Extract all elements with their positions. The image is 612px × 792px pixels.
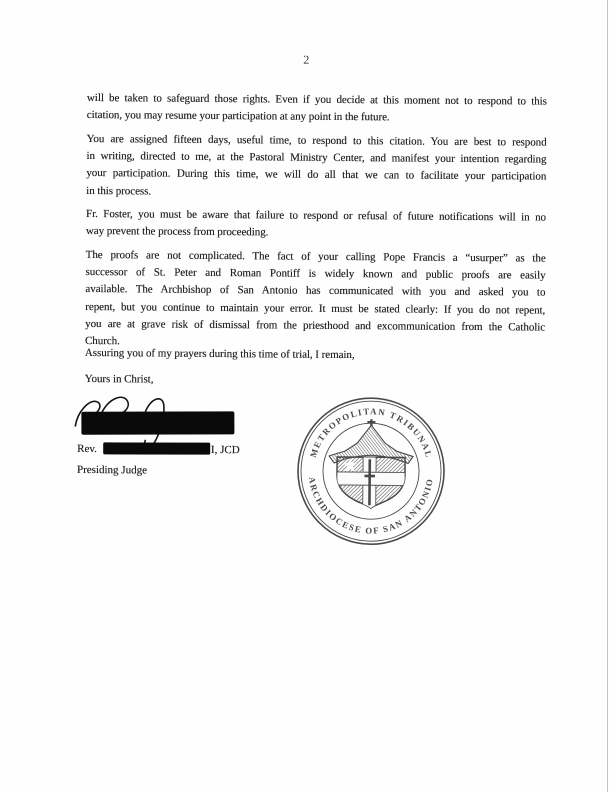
letter-line: Yours in Christ, [84, 372, 154, 386]
paragraph [85, 345, 545, 366]
letter-line: in this process. [86, 184, 152, 198]
signature-title: Presiding Judge [76, 463, 148, 477]
mitre-cross-bar [367, 421, 375, 423]
crozier-detail [368, 459, 371, 505]
letter-line: you are at grave risk of dismissal from the priesthood and excommunication from the Catholic [85, 317, 546, 334]
letter-line: repent, but you continue to maintain your error. It must be stated clearly: If you do not repent, [85, 300, 546, 317]
letter-line: your participation. During this time, we will do all that we can to facilitate your participation [86, 167, 547, 183]
letter-line: Assuring you of my prayers during this time of trial, I remain, [84, 346, 355, 362]
letter-line: Church. [84, 334, 120, 348]
page-number: 2 [303, 52, 310, 67]
name-redaction [103, 442, 210, 454]
letter-line: available. The Archbishop of San Antonio has communicated with you and asked you to [85, 283, 546, 299]
seal-top-text: METROPOLITAN TRIBUNAL [307, 406, 435, 460]
paragraph [86, 131, 547, 203]
paragraph [86, 206, 546, 244]
crest [329, 419, 414, 510]
tribunal-seal [292, 393, 449, 550]
crozier-crossbar [364, 475, 375, 478]
letter-line: successor of St. Peter and Roman Pontiff is widely known and public proofs are easily [85, 266, 546, 282]
paragraph [87, 90, 547, 128]
letter-line: will be taken to safeguard those rights. Even if you decide at this moment not to respond to this [86, 91, 547, 108]
letter-body [84, 90, 547, 386]
letter-line: in writing, directed to me, at the Pastoral Ministry Center, and manifest your intention regarding [86, 150, 547, 166]
signature-redaction [81, 411, 234, 434]
letter-line: The proofs are not complicated. The fact of your calling Pope Francis a “usurper” as the [85, 248, 546, 265]
seal-bottom-text: ARCHDIOCESE OF SAN ANTONIO [306, 476, 436, 536]
paragraph [85, 371, 545, 392]
signature-prefix: Rev. [77, 442, 97, 456]
letter-line: citation, you may resume your participation at any point in the future. [86, 109, 390, 124]
letter-line: way prevent the process from proceeding. [85, 225, 269, 239]
scan-edge-line [607, 0, 608, 792]
letter-line: You are assigned fifteen days, useful time, to respond to this citation. You are best to respond [86, 132, 547, 149]
signature-suffix: I, JCD [210, 443, 240, 457]
signature-line [77, 442, 240, 458]
paragraph [85, 247, 546, 354]
letter-line: Fr. Foster, you must be aware that failure to respond or refusal of future notifications will in no [85, 207, 547, 224]
